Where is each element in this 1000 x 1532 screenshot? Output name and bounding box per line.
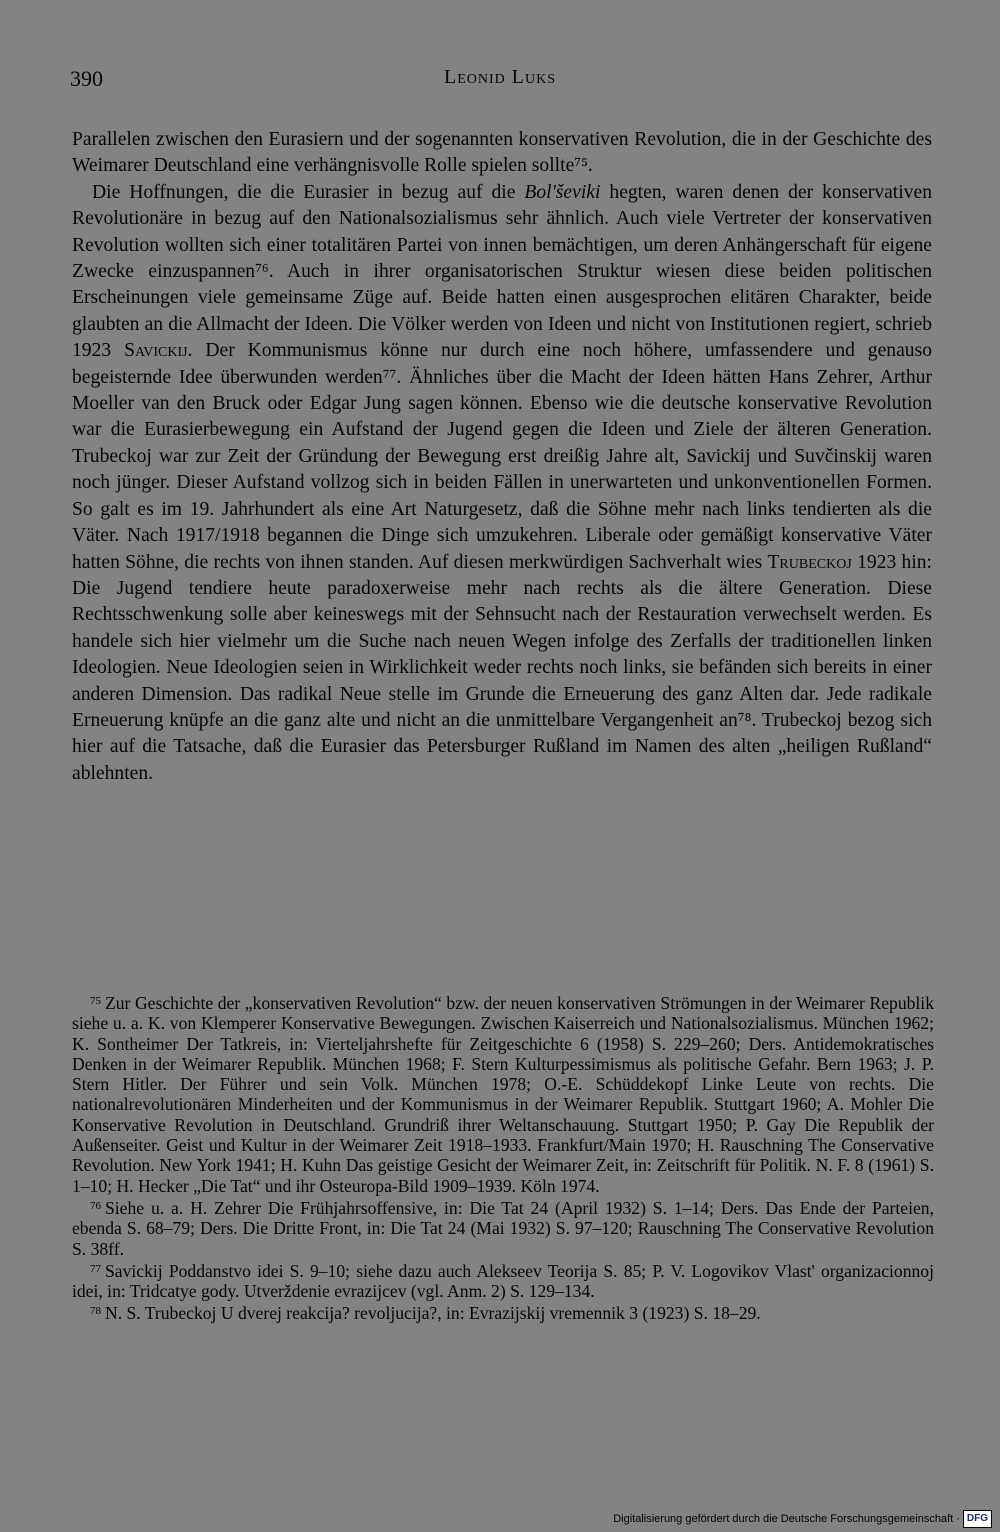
author-name-trubeckoj: Trubeckoj (767, 551, 852, 573)
author-name-savickij: Savickij (124, 340, 188, 362)
paragraph-2 (72, 180, 932, 787)
footnote-number: 75 (90, 995, 101, 1007)
paragraph-1: Parallelen zwischen den Eurasiern und der sogenannten konservativen Revolution, die in der Geschichte des Weimarer Deutschland eine verhängnisvolle Rolle spielen sollte⁷⁵. (72, 129, 932, 177)
footnote-78 (72, 1301, 934, 1323)
footnote-text: N. S. Trubeckoj U dverej reakcija? revoljucija?, in: Evrazijskij vremennik 3 (1923) S. 18–29. (105, 1303, 761, 1324)
paragraph-2-part-1: Die Hoffnungen, die die Eurasier in bezug auf die (92, 181, 525, 203)
page-header (70, 66, 930, 100)
footnote-text: Zur Geschichte der „konservativen Revolution“ bzw. der neuen konservativen Strömungen in der Weimarer Republik siehe u. a. K. von Klemperer Konservative Bewegungen. Zwischen Kaiserreich und Nationalsozialismus. München 1962; K. Sontheimer Der Tatkreis, in: Vierteljahrshefte für Zeitgeschichte 6 (1958) S. 229–260; Ders. Antidemokratisches Denken in der Weimarer Republik. München 1968; F. Stern Kulturpessimismus als politische Gefahr. Bern 1963; J. P. Stern Hitler. Der Führer und sein Volk. München 1978; O.-E. Schüddekopf Linke Leute von rechts. Die nationalrevolutionären Minderheiten und der Kommunismus in der Weimarer Republik. Stuttgart 1960; A. Mohler Die Konservative Revolution in Deutschland. Grundriß ihrer Weltanschauung. Stuttgart 1950; P. Gay Die Republik der Außenseiter. Geist und Kultur in der Weimarer Zeit 1918–1933. Frankfurt/Main 1970; H. Rauschning The Conservative Revolution. New York 1941; H. Kuhn Das geistige Gesicht der Weimarer Zeit, in: Zeitschrift für Politik. N. F. 8 (1961) S. 1–10; H. Hecker „Die Tat“ und ihr Osteuropa-Bild 1909–1939. Köln 1974. (72, 993, 934, 1196)
italic-term: Bol'ševiki (524, 181, 601, 203)
footnote-76 (72, 1196, 934, 1259)
paragraph-2-part-3: . Der Kommunismus könne nur durch eine noch höhere, umfassendere und genauso begeisternde Idee überwunden werden⁷⁷. Ähnliches über die Macht der Ideen hätten Hans Zehrer, Arthur Moeller van den Bruck oder Edgar Jung sagen können. Ebenso wie die deutsche konservative Revolution war die Eurasierbewegung ein Aufstand der Jugend gegen die Ideen und Ziele der älteren Generation. Trubeckoj war zur Zeit der Gründung der Bewegung erst dreißig Jahre alt, Savickij und Suvčinskij waren noch jünger. Dieser Aufstand vollzog sich in beiden Fällen in unerwarteten und unkonventionellen Formen. So galt es im 19. Jahrhundert als eine Art Naturgesetz, daß die Söhne mehr nach links tendierten als die Väter. Nach 1917/1918 begannen die Dinge sich umzukehren. Liberale oder gemäßigt konservative Väter hatten Söhne, die rechts von ihnen standen. Auf diesen merkwürdigen Sachverhalt wies (72, 340, 933, 573)
footnote-77 (72, 1259, 934, 1302)
footnote-75 (72, 991, 934, 1196)
dfg-logo: DFG (963, 1510, 992, 1528)
footnote-text: Siehe u. a. H. Zehrer Die Frühjahrsoffensive, in: Die Tat 24 (April 1932) S. 1–14; Ders. Das Ende der Parteien, ebenda S. 68–79; Ders. Die Dritte Front, in: Die Tat 24 (Mai 1932) S. 97–120; Rauschning The Conservative Revolution S. 38ff. (72, 1197, 934, 1259)
main-text (72, 127, 932, 787)
paragraph-2-part-2: hegten, waren denen der konservativen Revolutionäre in bezug auf den Nationalsozialismus sehr ähnlich. Auch viele Vertreter der konservativen Revolution wollten sich einer totalitären Partei von innen bemächtigen, um deren Anhängerschaft für eigene Zwecke einzuspannen⁷⁶. Auch in ihrer organisatorischen Struktur wiesen diese beiden politischen Erscheinungen viele gemeinsame Züge auf. Beide hatten einen ausgesprochen elitären Charakter, beide glaubten an die Allmacht der Ideen. Die Völker werden von Ideen und nicht von Institutionen regiert, schrieb 1923 (72, 181, 932, 362)
page-number: 390 (70, 66, 103, 91)
digitization-footer (613, 1510, 992, 1528)
paragraph-2-part-4: 1923 hin: Die Jugend tendiere heute paradoxerweise mehr nach rechts als die ältere Generation. Diese Rechtsschwenkung solle aber keineswegs mit der Sehnsucht nach der Restauration verwechselt werden. Es handele sich hier vielmehr um die Suche nach neuen Wegen infolge des Zerfalls der traditionellen linken Ideologien. Neue Ideologien seien in Wirklichkeit weder rechts noch links, sie befänden sich bereits in einer anderen Dimension. Das radikal Neue stelle im Grunde die Erneuerung des ganz Alten dar. Jede radikale Erneuerung knüpfe an die ganz alte und nicht an die unmittelbare Vergangenheit an⁷⁸. Trubeckoj bezog sich hier auf die Tatsache, daß die Eurasier das Petersburger Rußland im Namen des alten „heiligen Rußland“ ablehnten. (72, 551, 932, 784)
running-head: Leonid Luks (444, 66, 556, 88)
footnote-number: 78 (90, 1305, 101, 1318)
footnotes (72, 991, 934, 1324)
footer-text: Digitalisierung gefördert durch die Deutsche Forschungsgemeinschaft · (613, 1513, 960, 1525)
footnote-text: Savickij Poddanstvo idei S. 9–10; siehe dazu auch Alekseev Teorija S. 85; P. V. Logovikov Vlast' organizacionnoj idei, in: Tridcatye gody. Utverždenie evrazijcev (vgl. Anm. 2) S. 129–134. (72, 1260, 934, 1302)
footnote-number: 76 (90, 1199, 101, 1212)
footnote-number: 77 (90, 1262, 101, 1275)
